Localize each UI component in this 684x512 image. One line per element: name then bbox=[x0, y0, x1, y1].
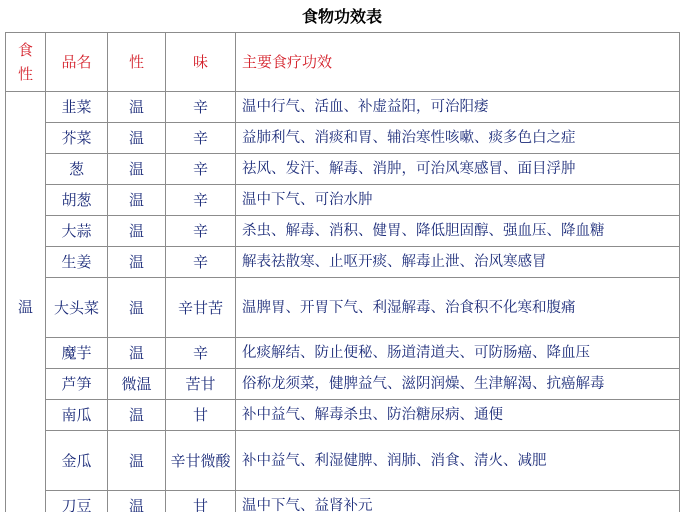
cell-taste: 辛 bbox=[166, 123, 236, 154]
cell-taste: 辛甘苦 bbox=[166, 278, 236, 338]
cell-name: 大蒜 bbox=[46, 216, 108, 247]
cell-name: 芥菜 bbox=[46, 123, 108, 154]
table-row bbox=[6, 92, 680, 123]
table-row bbox=[6, 369, 680, 400]
cell-nature: 微温 bbox=[108, 369, 166, 400]
header-effect: 主要食疗功效 bbox=[236, 33, 680, 92]
cell-taste: 辛 bbox=[166, 216, 236, 247]
cell-nature: 温 bbox=[108, 431, 166, 491]
table-row bbox=[6, 491, 680, 512]
cell-effect: 温中下气、可治水肿 bbox=[236, 185, 680, 216]
cell-nature: 温 bbox=[108, 247, 166, 278]
cell-nature: 温 bbox=[108, 400, 166, 431]
cell-nature: 温 bbox=[108, 338, 166, 369]
cell-name: 刀豆 bbox=[46, 491, 108, 512]
cell-name: 韭菜 bbox=[46, 92, 108, 123]
cell-name: 魔芋 bbox=[46, 338, 108, 369]
cell-effect: 祛风、发汗、解毒、消肿，可治风寒感冒、面目浮肿 bbox=[236, 154, 680, 185]
cell-taste: 甘 bbox=[166, 491, 236, 512]
cell-effect: 俗称龙须菜，健脾益气、滋阴润燥、生津解渴、抗癌解毒 bbox=[236, 369, 680, 400]
table-row bbox=[6, 185, 680, 216]
cell-effect: 温脾胃、开胃下气、利湿解毒、治食积不化寒和腹痛 bbox=[236, 278, 680, 338]
cell-effect: 益肺利气、消痰和胃、辅治寒性咳嗽、痰多色白之症 bbox=[236, 123, 680, 154]
cell-nature: 温 bbox=[108, 185, 166, 216]
cell-taste: 甘 bbox=[166, 400, 236, 431]
cell-name: 葱 bbox=[46, 154, 108, 185]
header-food-nature bbox=[6, 33, 46, 92]
cell-nature: 温 bbox=[108, 278, 166, 338]
cell-effect: 温中行气、活血、补虚益阳，可治阳痿 bbox=[236, 92, 680, 123]
cell-name: 南瓜 bbox=[46, 400, 108, 431]
header-taste: 味 bbox=[166, 33, 236, 92]
table-row bbox=[6, 216, 680, 247]
cell-effect: 补中益气、利湿健脾、润肺、消食、清火、减肥 bbox=[236, 431, 680, 491]
cell-nature: 温 bbox=[108, 123, 166, 154]
cell-effect: 杀虫、解毒、消积、健胃、降低胆固醇、强血压、降血糖 bbox=[236, 216, 680, 247]
cell-effect: 温中下气、益肾补元 bbox=[236, 491, 680, 512]
header-food-nature-line1: 食 bbox=[17, 41, 33, 59]
header-row bbox=[6, 33, 680, 92]
table-title: 食物功效表 bbox=[301, 7, 382, 26]
cell-name: 胡葱 bbox=[46, 185, 108, 216]
cell-nature: 温 bbox=[108, 216, 166, 247]
group-nature-cell: 温 bbox=[6, 92, 46, 512]
header-food-nature-line2: 性 bbox=[17, 65, 33, 83]
cell-name: 生姜 bbox=[46, 247, 108, 278]
table-row bbox=[6, 338, 680, 369]
food-effects-table bbox=[5, 32, 680, 512]
table-row bbox=[6, 431, 680, 491]
table-row bbox=[6, 123, 680, 154]
cell-effect: 化痰解结、防止便秘、肠道清道夫、可防肠癌、降血压 bbox=[236, 338, 680, 369]
cell-name: 大头菜 bbox=[46, 278, 108, 338]
cell-taste: 辛 bbox=[166, 185, 236, 216]
cell-name: 金瓜 bbox=[46, 431, 108, 491]
cell-taste: 辛 bbox=[166, 92, 236, 123]
cell-taste: 辛甘微酸 bbox=[166, 431, 236, 491]
table-row bbox=[6, 400, 680, 431]
cell-effect: 解表祛散寒、止呕开痰、解毒止泄、治风寒感冒 bbox=[236, 247, 680, 278]
cell-nature: 温 bbox=[108, 92, 166, 123]
cell-effect: 补中益气、解毒杀虫、防治糖尿病、通便 bbox=[236, 400, 680, 431]
cell-taste: 苦甘 bbox=[166, 369, 236, 400]
cell-taste: 辛 bbox=[166, 338, 236, 369]
header-nature: 性 bbox=[108, 33, 166, 92]
table-row bbox=[6, 278, 680, 338]
cell-taste: 辛 bbox=[166, 247, 236, 278]
cell-nature: 温 bbox=[108, 154, 166, 185]
header-name: 品名 bbox=[46, 33, 108, 92]
cell-nature: 温 bbox=[108, 491, 166, 512]
table-row bbox=[6, 247, 680, 278]
cell-taste: 辛 bbox=[166, 154, 236, 185]
cell-name: 芦笋 bbox=[46, 369, 108, 400]
table-row bbox=[6, 154, 680, 185]
